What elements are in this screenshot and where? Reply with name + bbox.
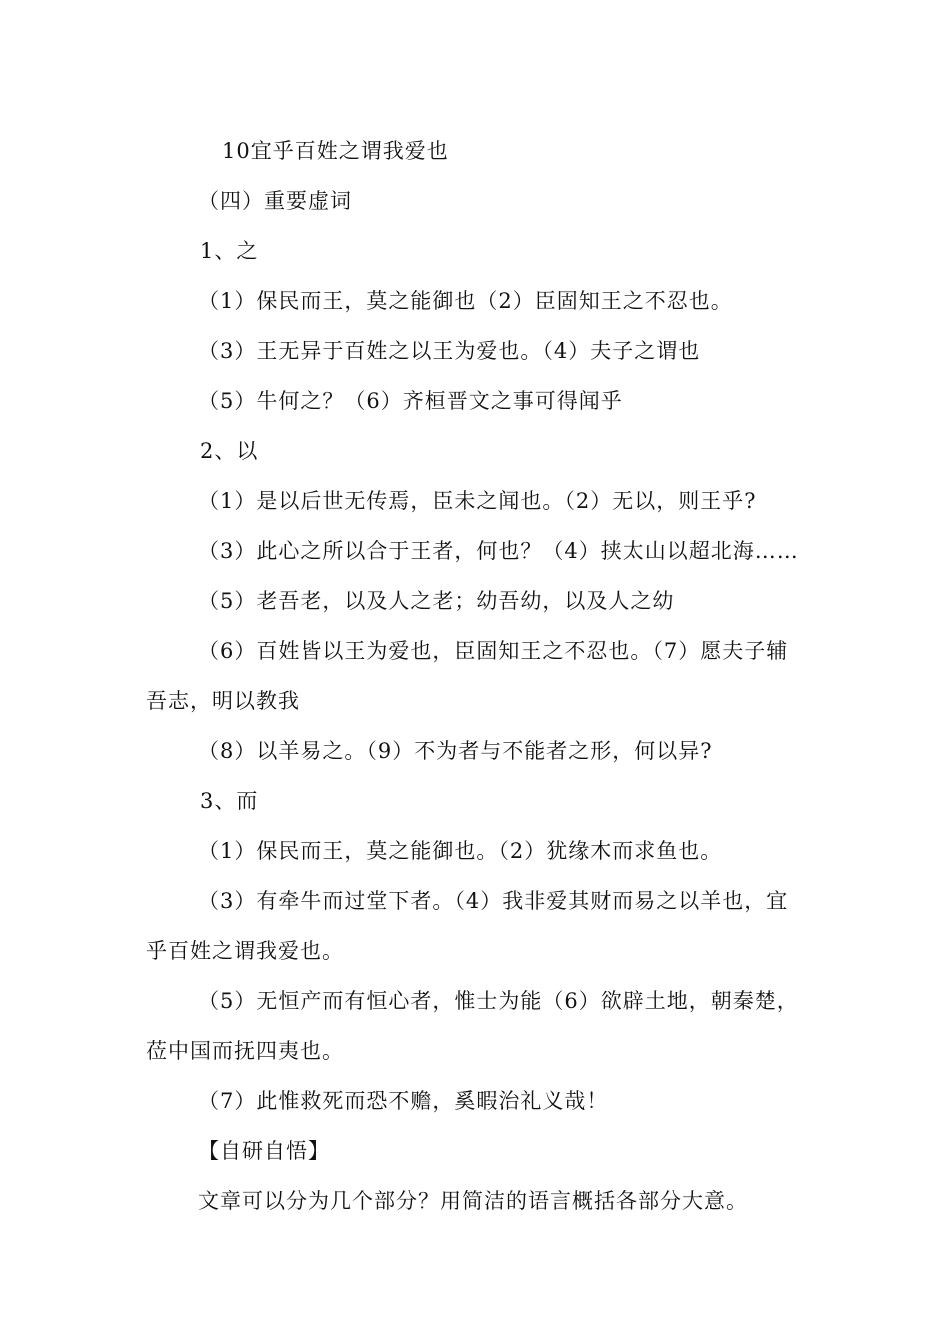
text-line-15: （1）保民而王，莫之能御也。（2）犹缘木而求鱼也。 xyxy=(198,839,723,863)
text-line-20: （7）此惟救死而恐不赡，奚暇治礼义哉！ xyxy=(198,1089,609,1113)
subheading-yi: 2、以 xyxy=(200,439,259,463)
text-line-8: （1）是以后世无传焉，臣未之闻也。（2）无以，则王乎? xyxy=(198,489,757,513)
section-heading-self-study: 【自研自悟】 xyxy=(198,1139,330,1163)
text-line-17: 乎百姓之谓我爱也。 xyxy=(146,939,344,963)
text-line-13: （8）以羊易之。（9）不为者与不能者之形，何以异? xyxy=(198,739,713,763)
text-line-4: （1）保民而王，莫之能御也（2）臣固知王之不忍也。 xyxy=(198,289,733,313)
text-line-5: （3）王无异于百姓之以王为爱也。（4）夫子之谓也 xyxy=(198,339,701,363)
section-heading-function-words: （四）重要虚词 xyxy=(198,189,352,213)
text-line-1: 10宜乎百姓之谓我爱也 xyxy=(222,139,449,163)
subheading-zhi: 1、之 xyxy=(200,239,259,263)
text-line-22: 文章可以分为几个部分？用简洁的语言概括各部分大意。 xyxy=(198,1189,748,1213)
text-line-11: （6）百姓皆以王为爱也，臣固知王之不忍也。（7）愿夫子辅 xyxy=(198,639,789,663)
text-line-16: （3）有牵牛而过堂下者。（4）我非爱其财而易之以羊也，宜 xyxy=(198,889,789,913)
subheading-er: 3、而 xyxy=(200,789,259,813)
text-line-18: （5）无恒产而有恒心者，惟士为能（6）欲辟土地，朝秦楚， xyxy=(198,989,799,1013)
text-line-6: （5）牛何之？（6）齐桓晋文之事可得闻乎 xyxy=(198,389,623,413)
text-line-19: 莅中国而抚四夷也。 xyxy=(146,1039,344,1063)
text-line-9: （3）此心之所以合于王者，何也？（4）挟太山以超北海…… xyxy=(198,539,799,563)
text-line-12: 吾志，明以教我 xyxy=(146,689,300,713)
text-line-10: （5）老吾老，以及人之老；幼吾幼，以及人之幼 xyxy=(198,589,675,613)
